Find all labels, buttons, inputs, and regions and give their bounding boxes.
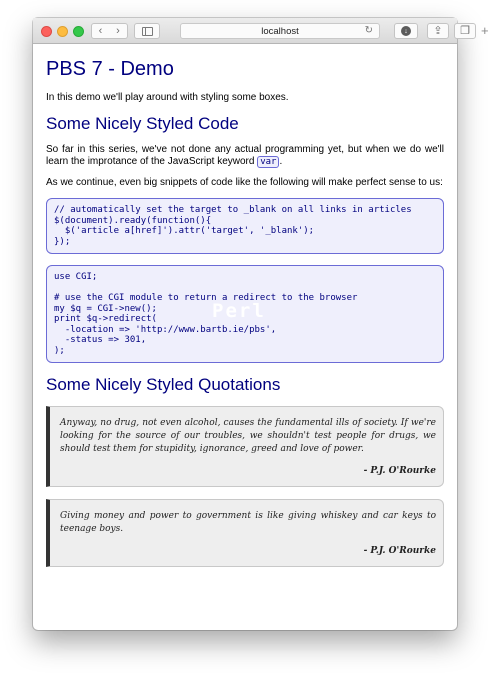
javascript-code-block <box>46 198 444 254</box>
address-bar[interactable] <box>180 23 380 39</box>
reload-icon[interactable]: ↻ <box>364 25 373 36</box>
javascript-code: // automatically set the target to _blank on all links in articles $(document).ready(function(){ $('article a[href]').attr('target', '_blank'); }); <box>54 205 412 247</box>
minimize-window-button[interactable] <box>57 26 68 37</box>
download-icon: ↓ <box>401 26 411 36</box>
share-button[interactable] <box>427 23 449 39</box>
code-continue-paragraph: As we continue, even big snippets of code like the following will make perfect sense to us: <box>46 177 443 188</box>
plus-icon[interactable]: + <box>481 23 489 38</box>
forward-button[interactable] <box>109 23 128 39</box>
quotation-text: Anyway, no drug, not even alcohol, causes the fundamental ills of society. If we're looking for the source of our troubles, we shouldn't test people for drugs, we should test them for stupidity, ignorance, greed and love of power. <box>60 418 436 454</box>
sidebar-toggle-button[interactable] <box>134 23 160 39</box>
quotation-author: - P.J. O'Rourke <box>363 466 436 476</box>
code-intro-text: So far in this series, we've not done any actual programming yet, but when we do we'll learn the improtance of the JavaScript keyword <box>46 144 444 167</box>
browser-toolbar <box>33 18 489 44</box>
quotation-block <box>46 406 444 487</box>
perl-code: use CGI; # use the CGI module to return a redirect to the browser my $q = CGI->new(); print $q->redirect( -location => 'http://www.bartb.ie/pbs', -status => 301, ); <box>54 272 358 356</box>
page-content <box>46 44 444 567</box>
address-text: localhost <box>261 25 299 37</box>
inline-code-var: var <box>257 156 279 168</box>
chevron-left-icon: ‹ <box>98 24 103 37</box>
tabs-icon: ❐ <box>460 24 470 37</box>
quotation-text: Giving money and power to government is like giving whiskey and car keys to teenage boys. <box>60 511 436 534</box>
code-section-heading: Some Nicely Styled Code <box>46 114 239 133</box>
browser-window <box>33 18 489 630</box>
back-button[interactable] <box>91 23 110 39</box>
code-intro-paragraph <box>46 144 444 168</box>
downloads-button[interactable] <box>394 23 418 39</box>
page-title: PBS 7 - Demo <box>46 58 174 80</box>
perl-language-label: Perl <box>212 300 266 322</box>
quotation-block <box>46 499 444 567</box>
quote-section-heading: Some Nicely Styled Quotations <box>46 375 281 394</box>
code-intro-end: . <box>279 156 283 167</box>
quotation-author: - P.J. O'Rourke <box>363 546 436 556</box>
close-window-button[interactable] <box>41 26 52 37</box>
perl-code-block <box>46 265 444 363</box>
sidebar-icon <box>142 27 153 36</box>
share-icon: ⇪ <box>433 24 443 37</box>
zoom-window-button[interactable] <box>73 26 84 37</box>
show-tabs-button[interactable] <box>454 23 476 39</box>
chevron-right-icon: › <box>116 24 120 37</box>
intro-text: In this demo we'll play around with styling some boxes. <box>46 92 289 103</box>
